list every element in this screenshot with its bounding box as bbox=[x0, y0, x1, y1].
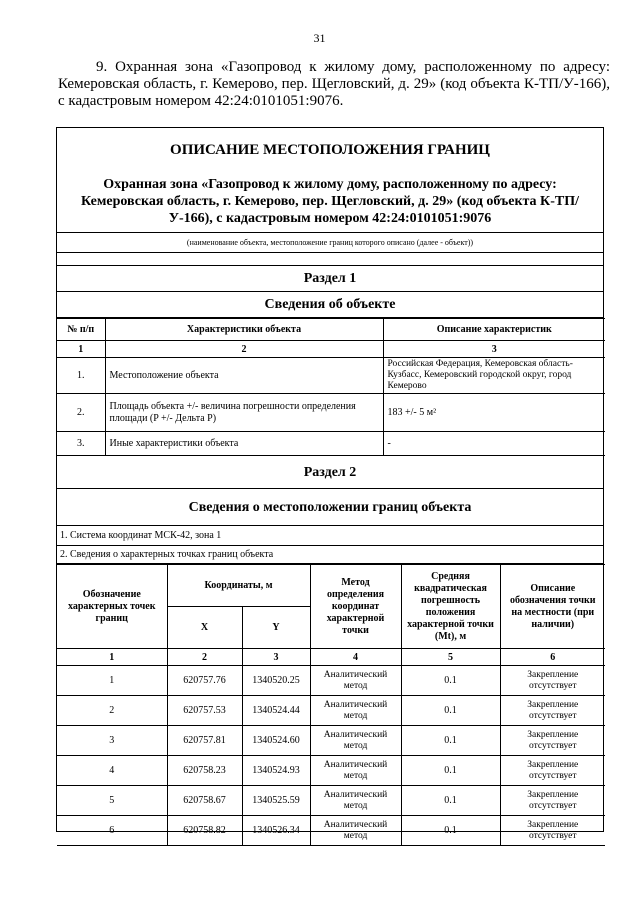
table-row bbox=[57, 394, 605, 432]
characteristic-name: Местоположение объекта bbox=[105, 358, 383, 394]
header-cell: Y bbox=[242, 607, 310, 649]
section1-subtitle: Сведения об объекте bbox=[57, 292, 603, 318]
row-number: 2. bbox=[57, 394, 105, 432]
characteristic-value: 183 +/- 5 м² bbox=[383, 394, 605, 432]
header-cell: Обозначение характерных точек границ bbox=[57, 565, 167, 649]
coord-y: 1340526.34 bbox=[242, 816, 310, 846]
column-number: 3 bbox=[242, 649, 310, 666]
header-cell: Средняя квадратическая погрешность положения характерной точки (Mt), м bbox=[401, 565, 500, 649]
coord-y: 1340524.60 bbox=[242, 726, 310, 756]
column-number-row bbox=[57, 341, 605, 358]
method: Аналитический метод bbox=[310, 666, 401, 696]
document-title: ОПИСАНИЕ МЕСТОПОЛОЖЕНИЯ ГРАНИЦ bbox=[170, 142, 490, 158]
coord-x: 620758.82 bbox=[167, 816, 242, 846]
coord-x: 620757.81 bbox=[167, 726, 242, 756]
header-cell: Описание характеристик bbox=[383, 319, 605, 341]
coord-y: 1340524.93 bbox=[242, 756, 310, 786]
point-description: Закрепление отсутствует bbox=[500, 666, 605, 696]
column-number-row bbox=[57, 649, 605, 666]
header-cell: Координаты, м bbox=[167, 565, 310, 607]
coord-x: 620757.53 bbox=[167, 696, 242, 726]
column-number: 1 bbox=[57, 649, 167, 666]
section2-title: Раздел 2 bbox=[57, 456, 603, 489]
header-cell: X bbox=[167, 607, 242, 649]
method: Аналитический метод bbox=[310, 696, 401, 726]
boundary-description-form bbox=[56, 127, 604, 841]
table-header-row bbox=[57, 319, 605, 341]
header-cell: Метод определения координат характерной точки bbox=[310, 565, 401, 649]
row-number: 3. bbox=[57, 432, 105, 456]
object-note: (наименование объекта, местоположение границ которого описано (далее - объект)) bbox=[57, 233, 603, 253]
table-row bbox=[57, 696, 605, 726]
object-title: Охранная зона «Газопровод к жилому дому, расположенному по адресу: Кемеровская область, г. Кемерово, пер. Щегловский, д. 29» (код объекта К-ТП/У-166), с кадастровым номером 42:24:0101051:9076 bbox=[81, 177, 579, 226]
table-row bbox=[57, 358, 605, 394]
column-number: 6 bbox=[500, 649, 605, 666]
characteristic-value: - bbox=[383, 432, 605, 456]
coord-x: 620757.76 bbox=[167, 666, 242, 696]
accuracy: 0.1 bbox=[401, 696, 500, 726]
coord-x: 620758.23 bbox=[167, 756, 242, 786]
method: Аналитический метод bbox=[310, 786, 401, 816]
column-number: 2 bbox=[105, 341, 383, 358]
table-row bbox=[57, 816, 605, 846]
page-number: 31 bbox=[313, 31, 326, 45]
point-description: Закрепление отсутствует bbox=[500, 756, 605, 786]
coord-y: 1340524.44 bbox=[242, 696, 310, 726]
coord-y: 1340520.25 bbox=[242, 666, 310, 696]
point-id: 4 bbox=[57, 756, 167, 786]
header-cell: Описание обозначения точки на местности (при наличии) bbox=[500, 565, 605, 649]
characteristic-value: Российская Федерация, Кемеровская область-Кузбасс, Кемеровский городской округ, город Кемерово bbox=[383, 358, 605, 394]
table-row bbox=[57, 726, 605, 756]
coordinate-system: 1. Система координат МСК-42, зона 1 bbox=[57, 526, 603, 546]
characteristic-name: Иные характеристики объекта bbox=[105, 432, 383, 456]
column-number: 3 bbox=[383, 341, 605, 358]
intro-paragraph: 9. Охранная зона «Газопровод к жилому дому, расположенному по адресу: Кемеровская область, г. Кемерово, пер. Щегловский, д. 29» (код объекта К-ТП/У-166), с кадастровым номером 42:24:0101051:9076. bbox=[58, 59, 610, 109]
point-description: Закрепление отсутствует bbox=[500, 696, 605, 726]
section1-title: Раздел 1 bbox=[57, 266, 603, 292]
accuracy: 0.1 bbox=[401, 786, 500, 816]
points-heading: 2. Сведения о характерных точках границ объекта bbox=[57, 546, 603, 564]
object-info-table bbox=[57, 318, 605, 456]
column-number: 2 bbox=[167, 649, 242, 666]
column-number: 1 bbox=[57, 341, 105, 358]
section2-subtitle: Сведения о местоположении границ объекта bbox=[57, 489, 603, 526]
characteristic-name: Площадь объекта +/- величина погрешности определения площади (P +/- Дельта P) bbox=[105, 394, 383, 432]
title-block bbox=[57, 128, 603, 233]
table-row bbox=[57, 432, 605, 456]
point-description: Закрепление отсутствует bbox=[500, 816, 605, 846]
boundary-points-table bbox=[57, 564, 605, 846]
accuracy: 0.1 bbox=[401, 666, 500, 696]
method: Аналитический метод bbox=[310, 726, 401, 756]
header-cell: Характеристики объекта bbox=[105, 319, 383, 341]
accuracy: 0.1 bbox=[401, 756, 500, 786]
accuracy: 0.1 bbox=[401, 816, 500, 846]
point-id: 3 bbox=[57, 726, 167, 756]
coord-x: 620758.67 bbox=[167, 786, 242, 816]
method: Аналитический метод bbox=[310, 756, 401, 786]
coord-y: 1340525.59 bbox=[242, 786, 310, 816]
accuracy: 0.1 bbox=[401, 726, 500, 756]
table-row bbox=[57, 666, 605, 696]
table-row bbox=[57, 756, 605, 786]
table-row bbox=[57, 786, 605, 816]
table-header-row bbox=[57, 565, 605, 607]
column-number: 4 bbox=[310, 649, 401, 666]
point-id: 5 bbox=[57, 786, 167, 816]
spacer-row bbox=[57, 253, 603, 266]
method: Аналитический метод bbox=[310, 816, 401, 846]
point-description: Закрепление отсутствует bbox=[500, 786, 605, 816]
point-id: 2 bbox=[57, 696, 167, 726]
point-id: 6 bbox=[57, 816, 167, 846]
point-id: 1 bbox=[57, 666, 167, 696]
row-number: 1. bbox=[57, 358, 105, 394]
header-cell: № п/п bbox=[57, 319, 105, 341]
point-description: Закрепление отсутствует bbox=[500, 726, 605, 756]
column-number: 5 bbox=[401, 649, 500, 666]
